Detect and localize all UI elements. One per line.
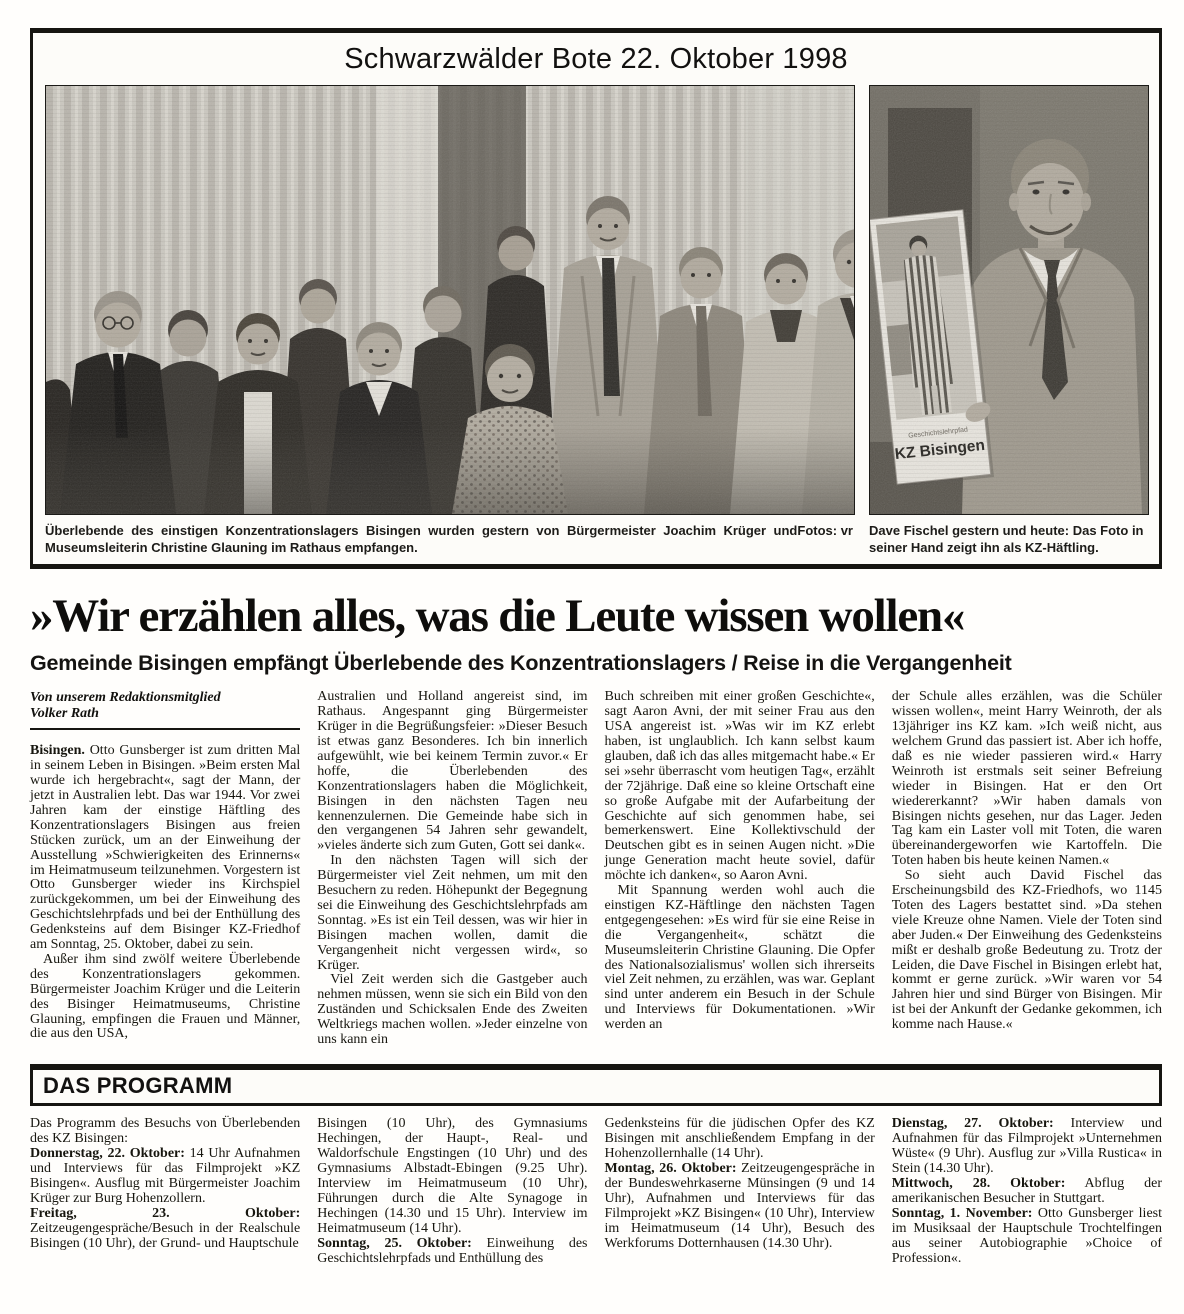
program-column-3: [605, 1116, 875, 1266]
masthead-title: Schwarzwälder Bote 22. Oktober 1998: [344, 42, 848, 75]
program-entry: Montag, 26. Oktober: Zeitzeugengespräche in der Bundeswehrkaserne Münsingen (9 und 14 Uhr), Aufnahmen und Interviews für das Filmprojekt »KZ Bisingen« (10 Uhr), Interview im Heimatmuseum (14 Uhr), Besuch des Werkforums Dotternhausen (14.30 Uhr).: [604, 1161, 875, 1251]
program-section: [30, 1064, 1162, 1266]
article-paragraph: In den nächsten Tagen will sich der Bürgermeister viel Zeit nehmen, um mit den Besuchern zu reden. Höhepunkt der Begegnung sei die Einweihung des Geschichtslehrpfads am Sonntag. »Es ist ein Teil dessen, was wir hier in Bisingen machen wollen, damit die Vergangenheit nicht vergessen wird«, so Krüger.: [317, 853, 588, 973]
program-column-1: [30, 1116, 300, 1266]
portrait-photo-figure: [869, 85, 1147, 556]
program-entry: Bisingen (10 Uhr), des Gymnasiums Hechingen, der Haupt-, Real- und Waldorfschule Engstingen (10 Uhr) und des Gymnasiums Albstadt-Ebingen (9.25 Uhr). Interview im Heimatmuseum (10 Uhr), Führungen durch die Alte Synagoge in Hechingen (14.30 und 15 Uhr). Interview im Heimatmuseum (14 Uhr).: [317, 1116, 588, 1236]
article-paragraph: Viel Zeit werden sich die Gastgeber auch nehmen müssen, wenn sie sich ein Bild von den Zuständen und Schicksalen Ende des Zweiten Weltkriegs machen wollen. »Jeder einzelne von uns kann ein: [317, 972, 588, 1048]
byline-name: Volker Rath: [30, 706, 99, 722]
article-paragraph: So sieht auch David Fischel das Erscheinungsbild des KZ-Friedhofs, wo 1145 Toten des Lagers bestattet sind. »Da stehen viele Kreuze ohne Namen. Viele der Toten sind aber Juden.« Der Einweihung des Gedenksteins mißt er deshalb große Bedeutung zu. Trotz der Leiden, die Dave Fischel in Bisingen erlebt hat, kommt er gerne zurück. »Wir waren vor 54 Jahren hier und sind Bürger von Bisingen. Mir ist bei der Ankunft der Gedanke gekommen, ich komme nach Hause.«: [891, 868, 1162, 1033]
poster-title: KZ Bisingen: [894, 436, 986, 464]
program-entry: Freitag, 23. Oktober: Zeitzeugengespräche/Besuch in der Realschule Bisingen (10 Uhr), der Grund- und Hauptschule: [30, 1206, 301, 1251]
article-column-1: [30, 690, 300, 1048]
article-column-4: [892, 690, 1162, 1048]
portrait-photo-caption: Dave Fischel gestern und heute: Das Foto in seiner Hand zeigt ihn als KZ-Häftling.: [869, 523, 1144, 556]
article-column-2: [317, 690, 587, 1048]
photo-grain: [46, 86, 854, 514]
program-entry: Dienstag, 27. Oktober: Interview und Aufnahmen für das Filmprojekt »Unternehmen Wüste« (9 Uhr). Ausflug zur »Villa Rustica« in Stein (14.30 Uhr).: [891, 1116, 1162, 1176]
article-column-3: [605, 690, 875, 1048]
poster-subtext: Geschichtslehrpfad: [907, 426, 969, 440]
program-body: [30, 1116, 1162, 1266]
headline: »Wir erzählen alles, was die Leute wissen wollen«: [30, 590, 965, 643]
portrait-photo-image: [869, 85, 1149, 515]
program-entry: Mittwoch, 28. Oktober: Abflug der amerikanischen Besucher in Stuttgart.: [891, 1176, 1162, 1206]
group-photo-image: [45, 85, 855, 515]
byline: [30, 690, 300, 722]
article-body: [30, 690, 1162, 1048]
program-column-2: [317, 1116, 587, 1266]
article-paragraph: Mit Spannung werden wohl auch die einstigen KZ-Häftlinge den nächsten Tagen entgegengesehen: »Es wird für sie eine Reise in die Vergangenheit«, schätzt die Museumsleiterin Christine Glauning. Die Opfer des Nationalsozialismus' wollen sich ihrerseits viel Zeit nehmen, zu erzählen, was war. Geplant sind unter anderem ein Besuch in der Schule und Interviews für Dokumentationen. »Wir werden an: [604, 883, 875, 1033]
dateline: Bisingen.: [30, 743, 85, 759]
article-paragraph: Australien und Holland angereist sind, im Rathaus. Angespannt ging Bürgermeister Krüger in die Begrüßungsfeier: »Dieser Besuch ist etwas ganz Besonderes. Ich bin innerlich aufgewühlt, wie bei keinem Termin zuvor.« Er hoffe, die Überlebenden des Konzentrationslagers haben die Möglichkeit, Bisingen in den nächsten Tagen neu kennenzulernen. Die Gemeinde habe sich in den vergangenen 54 Jahren sehr gewandelt, »vieles änderte sich zum Guten, Gott sei dank«.: [317, 689, 588, 854]
program-title-box: [30, 1064, 1162, 1106]
group-photo-caption: Fotos: vr Überlebende des einstigen Konzentrationslagers Bisingen wurden gestern von Bürgermeister Joachim Krüger und Museumsleiterin Christine Glauning im Rathaus empfangen.: [45, 523, 853, 556]
photo-credit: Fotos: vr: [797, 523, 853, 538]
newspaper-clip-frame: [30, 28, 1162, 569]
article-paragraph: Bisingen. Otto Gunsberger ist zum dritten Mal in seinem Leben in Bisingen. »Beim ersten Mal wurde ich hergebracht«, sagt der Mann, der jetzt in Australien lebt. Das war 1944. Vor zwei Jahren kam der einstige Häftling des Konzentrationslagers Bisingen aus freien Stücken zurück, um an der Einweihung der Ausstellung »Schwierigkeiten des Erinnerns« im Heimatmuseum teilzunehmen. Vorgestern ist Otto Gunsberger wieder ins Kirchspiel zurückgekommen, um bei der Einweihung des Geschichtslehrpfads und bei der Enthüllung des Gedenksteins auf dem Bisinger KZ-Friedhof am Sonntag, 25. Oktober, dabei zu sein.: [30, 743, 301, 953]
byline-role: Von unserem Redaktionsmitglied: [30, 690, 221, 706]
photos-row: [45, 85, 1147, 556]
program-title: DAS PROGRAMM: [43, 1073, 233, 1098]
photo-grain: [870, 86, 1148, 514]
article-paragraph: Außer ihm sind zwölf weitere Überlebende des Konzentrationslagers gekommen. Bürgermeister Joachim Krüger und die Leiterin des Bisinger Heimatmuseums, Christine Glauning, empfingen die Frauen und Männer, die aus den USA,: [30, 951, 301, 1042]
article-paragraph: Buch schreiben mit einer großen Geschichte«, sagt Aaron Avni, der mit seiner Frau aus den USA angereist ist. »Was wir im KZ erlebt haben, ist unglaublich. Ich kann selbst kaum glauben, daß ich das alles mitgemacht habe.« Er sei »sehr überrascht vom heutigen Tag«, erzählt der 72jährige. Daß eine so kleine Ortschaft eine so große Aufgabe mit der Aufarbeitung der Geschichte auf sich genommen habe, sei bemerkenswert. Eine Kollektivschuld der Deutschen gibt es in seinen Augen nicht. »Die junge Generation macht heute soviel, dafür möchte ich danken«, so Aaron Avni.: [604, 689, 875, 884]
article-paragraph: der Schule alles erzählen, was die Schüler wissen wollen«, meint Harry Weinroth, der als 13jähriger ins KZ kam. »Ich weiß nicht, aus welchem Grund das passiert ist. Aber ich hoffe, daß es nie wieder passieren wird.« Harry Weinroth ist erstmals seit seiner Befreiung wieder in Bisingen. Hat er den Ort wiedererkannt? »Wir haben damals von Bisingen nichts gesehen, nur das Lager. Jeden Tag kam ein Laster voll mit Toten, die waren übereinandergeworfen wie Kartoffeln. Die Toten haben bis heute keinen Namen.«: [891, 689, 1162, 869]
group-photo-figure: [45, 85, 853, 556]
byline-rule: [30, 728, 300, 730]
subheadline: Gemeinde Bisingen empfängt Überlebende des Konzentrationslagers / Reise in die Vergangenheit: [30, 651, 1012, 676]
program-column-4: [892, 1116, 1162, 1266]
program-entry: Das Programm des Besuchs von Überlebenden des KZ Bisingen:: [30, 1116, 301, 1146]
program-entry: Gedenksteins für die jüdischen Opfer des KZ Bisingen mit anschließendem Empfang in der Hohenzollernhalle (14 Uhr).: [604, 1116, 875, 1161]
program-entry: Donnerstag, 22. Oktober: 14 Uhr Aufnahmen und Interviews für das Filmprojekt »KZ Bisingen«. Ausflug mit Bürgermeister Joachim Krüger zur Burg Hohenzollern.: [30, 1146, 301, 1206]
program-entry: Sonntag, 25. Oktober: Einweihung des Geschichtslehrpfads und Enthüllung des: [317, 1236, 588, 1266]
program-entry: Sonntag, 1. November: Otto Gunsberger liest im Musiksaal der Hauptschule Trochtelfingen aus seiner Autobiographie »Choice of Profession«.: [891, 1206, 1162, 1266]
